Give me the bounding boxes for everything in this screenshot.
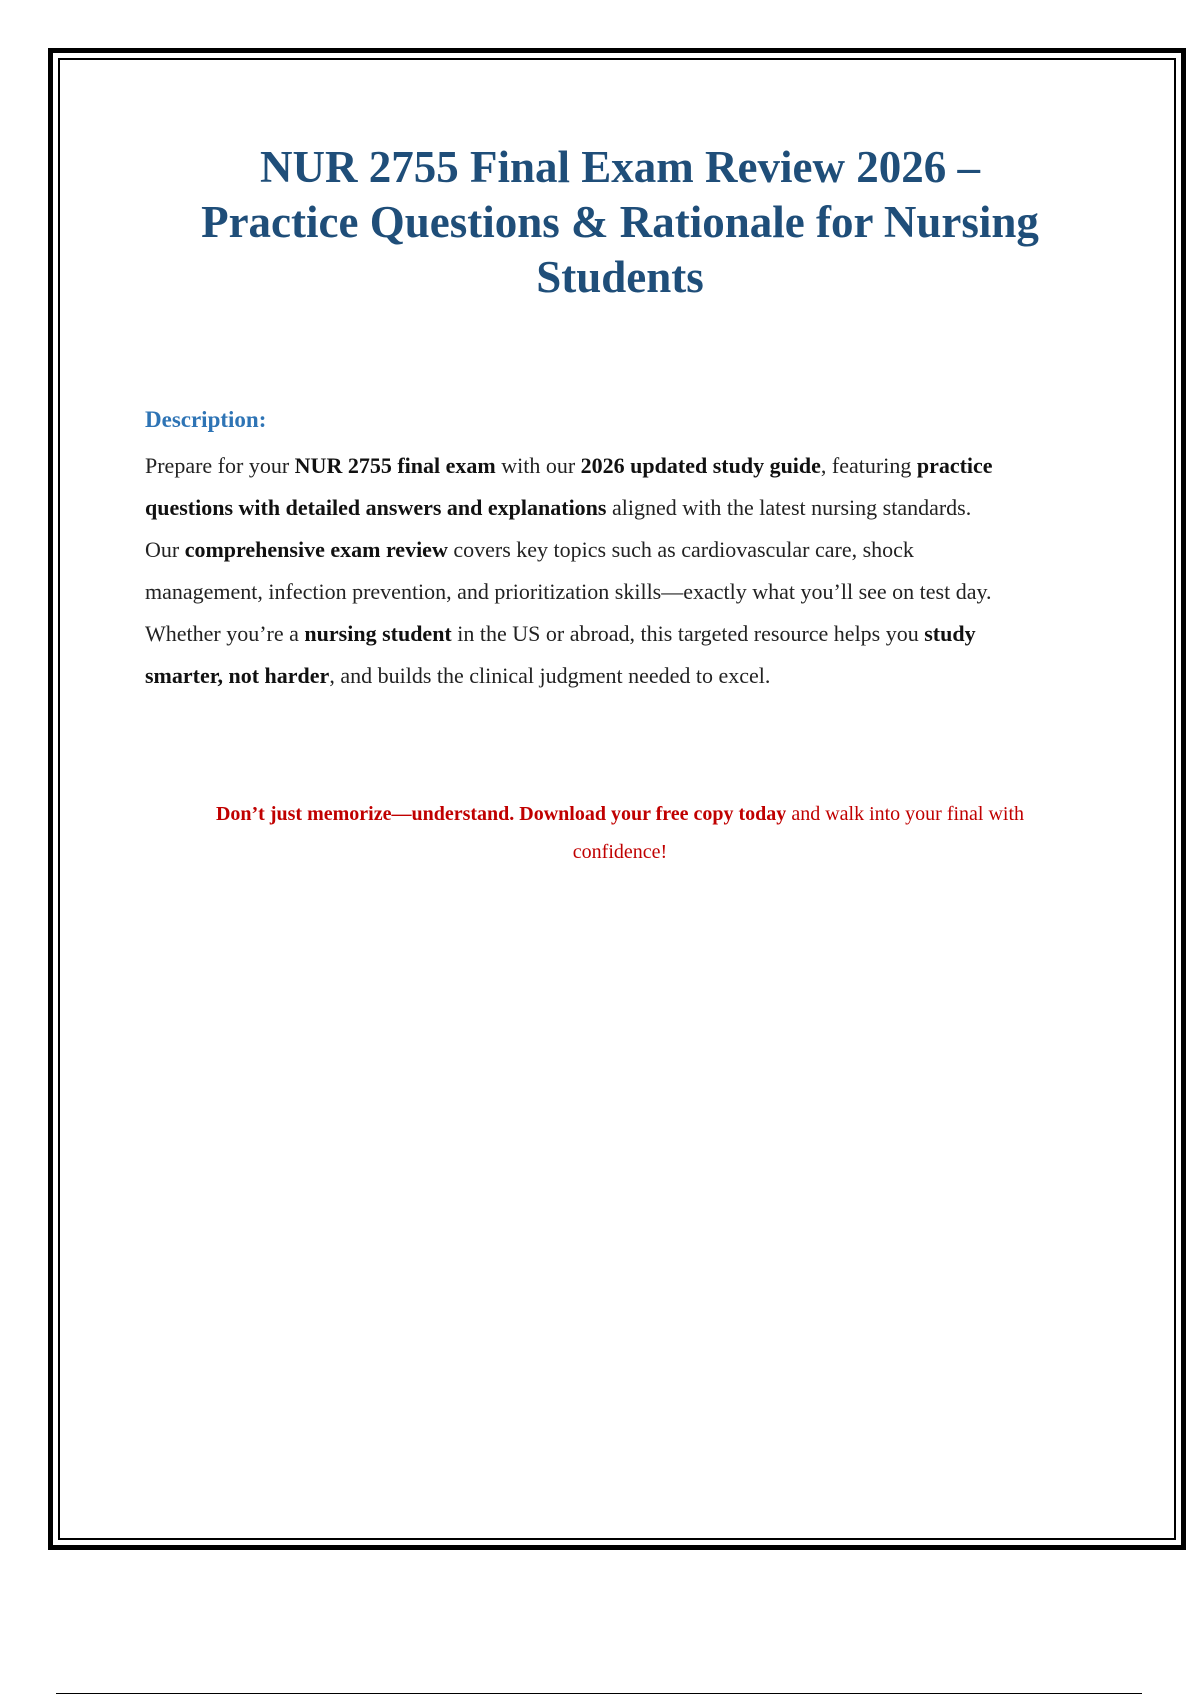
description-body [145,445,1095,697]
description-line-4: management, infection prevention, and prioritization skills—exactly what you’ll see on test day. [145,579,992,604]
title-line-2: Practice Questions & Rationale for Nursing [201,197,1039,247]
description-line-6: smarter, not harder, and builds the clinical judgment needed to excel. [145,663,771,688]
cta-line-1: Don’t just memorize—understand. Download your free copy today and walk into your final with [215,803,1025,825]
description-line-2: questions with detailed answers and explanations aligned with the latest nursing standards. [145,495,972,520]
call-to-action [140,795,1100,871]
title-line-1: NUR 2755 Final Exam Review 2026 – [260,142,980,192]
title-line-3: Students [536,252,704,302]
description-line-1: Prepare for your NUR 2755 final exam with our 2026 updated study guide, featuring practice [145,453,993,478]
cta-line-2: confidence! [572,841,668,863]
description-line-3: Our comprehensive exam review covers key topics such as cardiovascular care, shock [145,537,914,562]
footer-rule [56,1693,1142,1694]
description-heading: Description: [145,407,267,432]
description-line-5: Whether you’re a nursing student in the US or abroad, this targeted resource helps you study [145,621,976,646]
document-title [140,140,1100,305]
